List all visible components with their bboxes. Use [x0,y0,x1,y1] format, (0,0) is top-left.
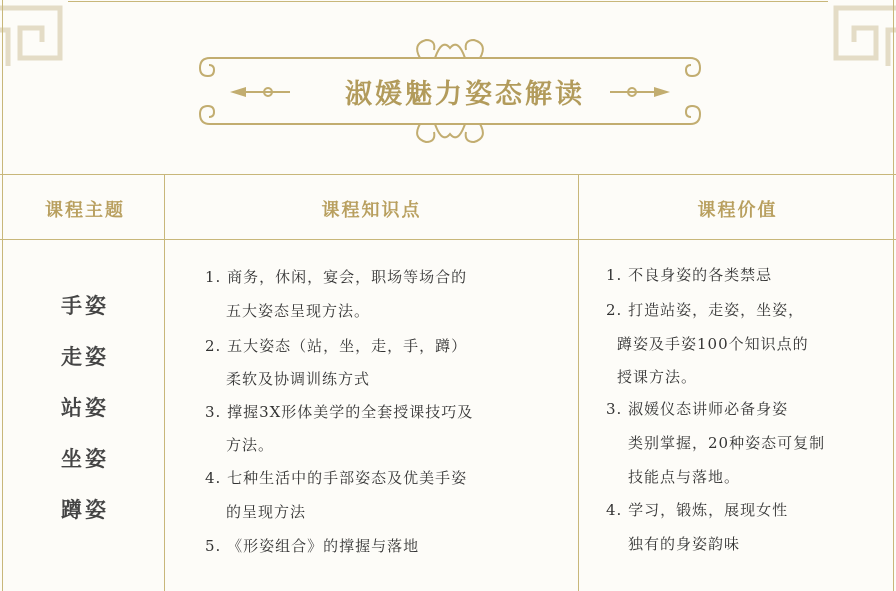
corner-ornament-left-icon [0,0,68,66]
frame-right-line [893,0,894,591]
value-line: 授课方法。 [617,368,698,386]
knowledge-line: 4. 七种生活中的手部姿态及优美手姿 [205,469,468,487]
topic-item: 站姿 [61,395,109,420]
table-top-line [0,174,896,175]
value-line: 4. 学习，锻炼，展现女性 [606,501,789,519]
frame-left-line [2,0,3,591]
page-title: 淑媛魅力姿态解读 [345,79,585,110]
table-header-line [0,239,896,240]
frame-top-line [68,1,828,2]
value-line: 技能点与落地。 [628,468,741,486]
column-header-topic: 课程主题 [45,200,125,221]
column-header-knowledge: 课程知识点 [321,200,422,221]
table-col-divider-1 [164,174,165,591]
topic-item: 蹲姿 [61,497,109,522]
value-line: 类别掌握，20种姿态可复制 [628,434,826,452]
knowledge-line: 1. 商务，休闲，宴会，职场等场合的 [205,268,468,286]
knowledge-line: 五大姿态呈现方法。 [226,302,371,320]
value-line: 3. 淑媛仪态讲师必备身姿 [606,400,789,418]
knowledge-line: 3. 撑握3X形体美学的全套授课技巧及 [205,403,474,421]
knowledge-line: 方法。 [226,436,275,454]
knowledge-line: 2. 五大姿态（站，坐，走，手，蹲） [205,337,468,355]
value-line: 1. 不良身姿的各类禁忌 [606,266,773,284]
topic-item: 坐姿 [61,446,109,471]
topic-item: 走姿 [61,344,109,369]
knowledge-line: 柔软及协调训练方式 [226,370,371,388]
table-col-divider-2 [578,174,579,591]
value-line: 2. 打造站姿，走姿，坐姿， [606,301,805,319]
knowledge-line: 的呈现方法 [226,503,307,521]
value-line: 蹲姿及手姿100个知识点的 [617,335,809,353]
value-line: 独有的身姿韵味 [628,535,741,553]
corner-ornament-right-icon [828,0,896,66]
column-header-value: 课程价值 [697,200,778,221]
topic-item: 手姿 [61,293,109,318]
knowledge-line: 5. 《形姿组合》的撑握与落地 [205,537,420,555]
